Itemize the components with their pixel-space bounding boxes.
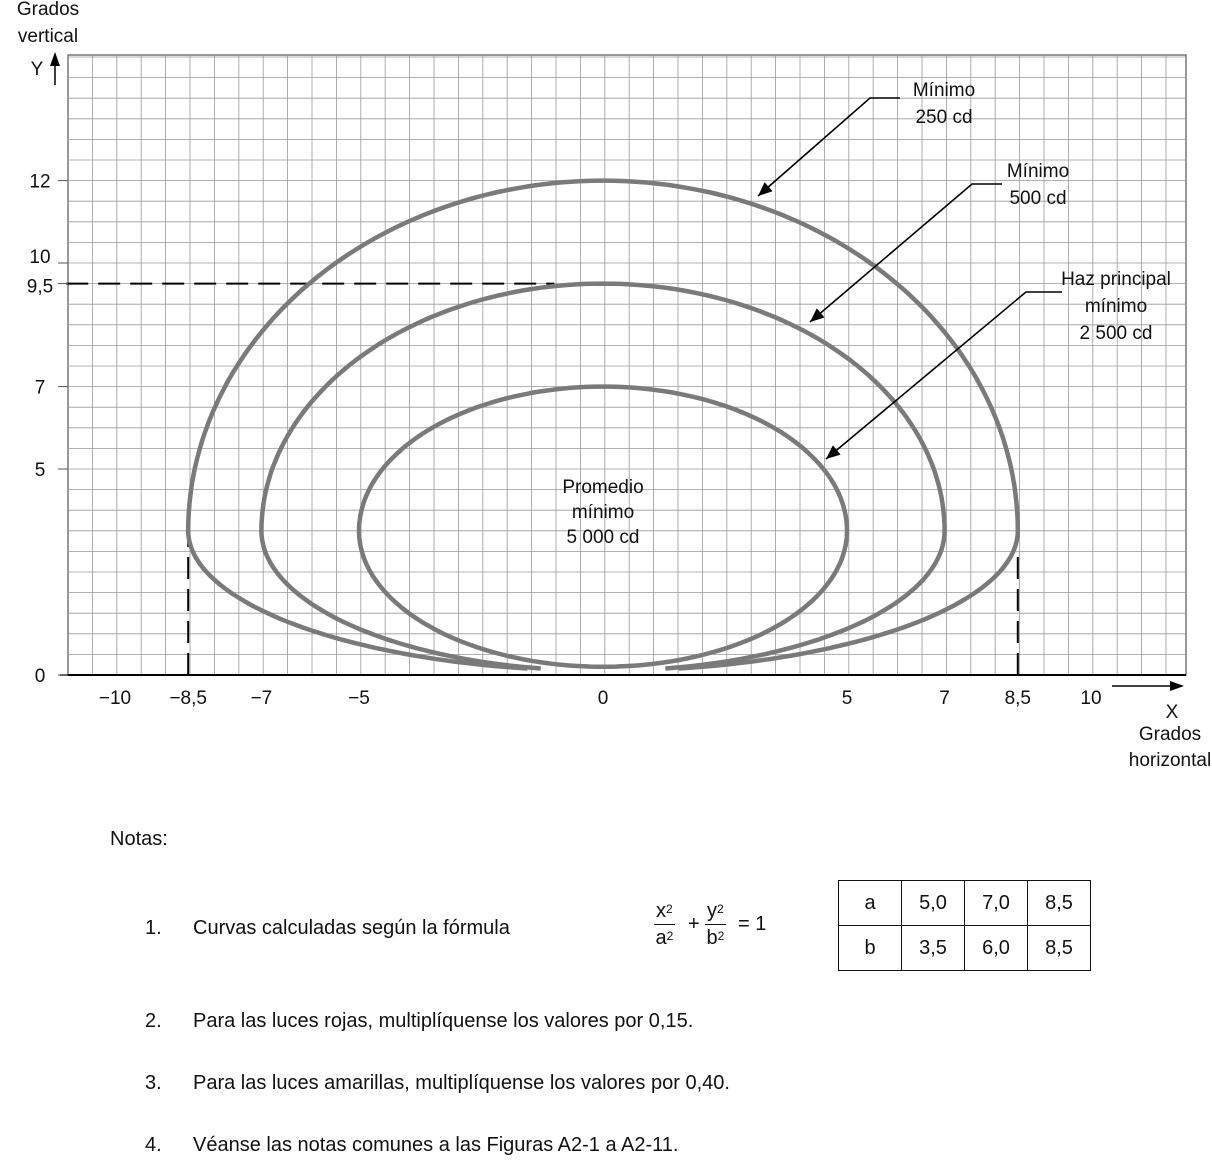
x-tick-label: −5 xyxy=(348,688,370,709)
x-tick-label: 0 xyxy=(597,688,609,709)
note-number: 2. xyxy=(145,1010,162,1032)
curve-label: Mínimo xyxy=(1006,161,1070,182)
curve-label: mínimo xyxy=(1084,296,1148,317)
table-cell: 8,5 xyxy=(1028,926,1091,971)
x-axis-letter: X xyxy=(1165,702,1179,723)
formula-plus: + xyxy=(688,913,700,935)
y-tick-label: 10 xyxy=(29,247,51,268)
formula-equals: = 1 xyxy=(738,913,767,935)
x-tick-label: 5 xyxy=(841,688,853,709)
table-cell: 7,0 xyxy=(965,881,1028,926)
note-number: 1. xyxy=(145,917,162,939)
table-cell: 3,5 xyxy=(902,926,965,971)
y-tick-label: 12 xyxy=(29,171,51,193)
note-text: Curvas calculadas según la fórmula xyxy=(193,917,510,939)
table-cell: b xyxy=(839,926,902,971)
center-label: 5 000 cd xyxy=(566,527,640,548)
note-text: Para las luces rojas, multiplíquense los valores por 0,15. xyxy=(193,1010,694,1032)
notes-title: Notas: xyxy=(110,828,168,850)
xlabel-line1: Grados xyxy=(1138,724,1202,745)
x-tick-label: 10 xyxy=(1080,688,1102,709)
curve-label: 500 cd xyxy=(1009,188,1067,209)
note-text: Para las luces amarillas, multiplíquense los valores por 0,40. xyxy=(193,1072,730,1094)
x-tick-label: 7 xyxy=(939,688,950,709)
table-cell: 6,0 xyxy=(965,926,1028,971)
formula-fraction-x: $\frac{x^2}{a^2}$ xyxy=(655,900,674,949)
formula-fraction-y: $\frac{y^2}{b^2}$ xyxy=(706,900,725,949)
table-row xyxy=(839,881,1091,926)
note-number: 4. xyxy=(145,1134,162,1156)
center-label: Promedio xyxy=(562,477,644,498)
table-cell: 5,0 xyxy=(902,881,965,926)
ylabel-line2: vertical xyxy=(17,26,79,47)
x-tick-label: −8,5 xyxy=(169,688,207,709)
y-tick-label: 5 xyxy=(34,460,46,481)
y-tick-label: 9,5 xyxy=(26,276,54,298)
parameter-table xyxy=(838,880,1091,971)
table-cell: a xyxy=(839,881,902,926)
x-tick-label: 8,5 xyxy=(1004,688,1032,709)
table-cell: 8,5 xyxy=(1028,881,1091,926)
center-label: mínimo xyxy=(571,502,635,523)
curve-label: Haz principal xyxy=(1061,269,1171,290)
y-axis-arrow-icon xyxy=(50,52,60,66)
x-tick-label: −7 xyxy=(250,688,273,709)
y-tick-label: 7 xyxy=(34,377,46,399)
y-axis-letter: Y xyxy=(30,59,44,80)
x-axis-arrow-icon xyxy=(1170,681,1184,691)
ellipse-formula xyxy=(654,898,784,968)
note-number: 3. xyxy=(145,1072,162,1094)
note-text: Véanse las notas comunes a las Figuras A2-1 a A2-11. xyxy=(193,1134,679,1156)
y-tick-label: 0 xyxy=(34,666,46,687)
curve-label: 250 cd xyxy=(915,107,973,128)
ylabel-line1: Grados xyxy=(16,0,80,20)
curve-label: 2 500 cd xyxy=(1079,323,1153,344)
x-tick-label: −10 xyxy=(98,688,132,709)
curve-label: Mínimo xyxy=(912,80,976,101)
table-row xyxy=(839,926,1091,971)
xlabel-line2: horizontal xyxy=(1128,750,1212,771)
